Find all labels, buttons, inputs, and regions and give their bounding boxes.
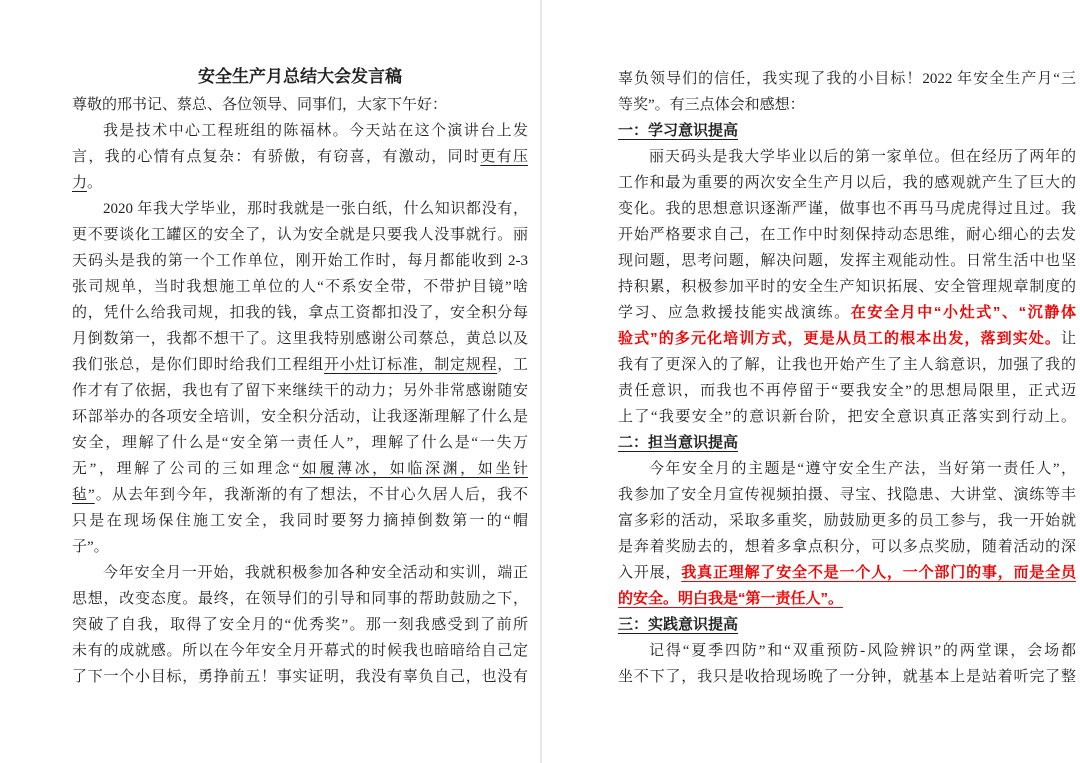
text-run: 一：学习意识提高 (618, 122, 739, 139)
text-line (72, 248, 528, 274)
text-run: 思想，改变态度。最终，在领导们的引导和同事的帮助鼓励之下， (72, 591, 528, 607)
text-run: 张司规单，当时我想施工单位的人“不系安全带，不带护目镜”啥 (72, 279, 528, 295)
text-line (72, 586, 528, 612)
text-line (72, 300, 528, 326)
text-run: 毡” (72, 487, 95, 503)
text-run: 丽天码头是我大学毕业以后的第一家单位。但在经历了两年的 (649, 149, 1076, 165)
text-run: 变化。我的思想意识逐渐严谨，做事也不再马马虎虎得过且过。我 (618, 201, 1076, 217)
text-run: 我们张总，是你们即时给我们工程组 (72, 357, 324, 373)
text-run: 作才有了依据，我也有了留下来继续干的动力；另外非常感谢随安 (72, 383, 528, 399)
text-run: 安全生产月总结大会发言稿 (198, 67, 402, 86)
text-line (72, 222, 528, 248)
text-line (618, 66, 1076, 92)
text-line (618, 638, 1076, 664)
text-run: 三：实践意识提高 (618, 616, 739, 633)
text-line (618, 508, 1076, 534)
text-line (618, 352, 1076, 378)
text-line (72, 196, 528, 222)
text-line (72, 560, 528, 586)
text-line (72, 664, 528, 690)
document-title (72, 62, 528, 92)
text-run: 言，我的心情有点复杂：有骄傲，有窃喜，有激动，同时 (72, 149, 481, 165)
text-line (618, 586, 1076, 612)
text-line (618, 560, 1076, 586)
text-run: 坐不下了，我只是收拾现场晚了一分钟，就基本上是站着听完了整 (618, 669, 1076, 685)
text-run: 记得“夏季四防”和“双重预防-风险辨识”的两堂课，会场都 (649, 643, 1076, 659)
text-run: 开始严格要求自己，在工作中时刻保持动态思维，耐心细心的去发 (618, 227, 1076, 243)
text-line (618, 170, 1076, 196)
text-line (618, 404, 1076, 430)
text-run: 天码头是我的第一个工作单位，刚开始工作时，每月都能收到 2-3 (72, 253, 528, 269)
text-line (72, 144, 528, 170)
text-run: 学习、应急救援技能实战演练。 (618, 305, 851, 321)
text-run: 入开展， (618, 565, 682, 581)
text-run: 我真正理解了安全不是一个人，一个部门的事，而是全员 (681, 564, 1076, 581)
text-run: 月倒数第一，我都不想干了。这里我特别感谢公司蔡总，黄总以及 (72, 331, 528, 347)
page-1-content (72, 62, 528, 690)
text-run: 在安全月中“小灶式”、“沉静体 (850, 304, 1076, 321)
page-2-content (618, 66, 1076, 690)
text-line (618, 378, 1076, 404)
text-line (72, 508, 528, 534)
text-line (618, 248, 1076, 274)
text-line (72, 326, 528, 352)
text-line (72, 534, 528, 560)
text-line (618, 222, 1076, 248)
text-line (618, 456, 1076, 482)
text-line (618, 196, 1076, 222)
section-heading (618, 430, 1076, 456)
text-run: 二：担当意识提高 (618, 434, 739, 451)
text-line (618, 534, 1076, 560)
text-run: 。 (87, 175, 103, 191)
text-run: 现问题，思考问题，解决问题，发挥主观能动性。日常生活中也坚 (618, 253, 1076, 269)
section-heading (618, 612, 1076, 638)
text-run: 只是在现场保住施工安全，我同时要努力摘掉倒数第一的“帽 (72, 513, 528, 529)
text-run: 今年安全月的主题是“遵守安全生产法，当好第一责任人”， (649, 461, 1076, 477)
text-run: 2020 年我大学毕业，那时我就是一张白纸，什么知识都没有， (103, 201, 528, 217)
text-line (72, 638, 528, 664)
text-line (72, 430, 528, 456)
text-run: 让 (1060, 331, 1076, 347)
text-run: 我是技术中心工程班组的陈福林。今天站在这个演讲台上发 (103, 123, 528, 139)
text-line (72, 456, 528, 482)
text-run: 更有压 (480, 149, 528, 165)
text-line (618, 144, 1076, 170)
text-run: 如履薄冰，如临深渊，如坐针 (299, 461, 528, 477)
page-2 (542, 0, 1080, 763)
text-run: 未有的成就感。所以在今年安全月开幕式的时候我也暗暗给自己定 (72, 643, 528, 659)
section-heading (618, 118, 1076, 144)
text-line (618, 664, 1076, 690)
text-line (72, 352, 528, 378)
text-line (72, 404, 528, 430)
text-run: 了下一个小目标，勇挣前五！事实证明，我没有辜负自己，也没有 (72, 669, 528, 685)
text-run: 的，凭什么给我司规，扣我的钱，拿点工资都扣没了，安全积分每 (72, 305, 528, 321)
text-run: 子”。 (72, 539, 109, 555)
text-run: 今年安全月一开始，我就积极参加各种安全活动和实训，端正 (103, 565, 528, 581)
text-run: 开小灶订标准，制定规程 (323, 357, 498, 373)
text-run: 我有了更深入的了解，让我也开始产生了主人翁意识，加强了我的 (618, 357, 1076, 373)
text-run: ，工 (497, 357, 528, 373)
text-run: 工作和最为重要的两次安全生产月以后，我的感观就产生了巨大的 (618, 175, 1076, 191)
text-run: 责任意识，而我也不再停留于“要我安全”的思想局限里，正式迈 (618, 383, 1076, 399)
text-run: 是奔着奖励去的，想着多拿点积分，可以多点奖励，随着活动的深 (618, 539, 1076, 555)
text-run: 突破了自我，取得了安全月的“优秀奖”。那一刻我感受到了前所 (72, 617, 528, 633)
text-run: 环部举办的各项安全培训，安全积分活动，让我逐渐理解了什么是 (72, 409, 528, 425)
text-run: 验式”的多元化培训方式，更是从员工的根本出发，落到实处。 (618, 330, 1061, 347)
text-run: 。从去年到今年，我渐渐的有了想法，不甘心久居人后，我不 (94, 487, 528, 503)
text-line (618, 482, 1076, 508)
text-run: 持积累，积极参加平时的安全生产知识拓展、安全管理规章制度的 (618, 279, 1076, 295)
text-run: 等奖”。有三点体会和感想： (618, 97, 805, 113)
text-run: 更不要谈化工罐区的安全了，认为安全就是只要我人没事就行。丽 (72, 227, 528, 243)
text-run: 力 (72, 175, 88, 191)
text-run: 辜负领导们的信任，我实现了我的小目标！2022 年安全生产月“三 (618, 71, 1076, 87)
text-run: 我参加了安全月宣传视频拍摄、寻宝、找隐患、大讲堂、演练等丰 (618, 487, 1076, 503)
text-run: 的安全。明白我是“第一责任人”。 (618, 590, 844, 607)
text-run: 无”，理解了公司的三如理念“ (72, 461, 300, 477)
text-run: 安全，理解了什么是“安全第一责任人”，理解了什么是“一失万 (72, 435, 528, 451)
text-line (618, 92, 1076, 118)
text-run: 富多彩的活动，采取多重奖，励鼓励更多的员工参与，我一开始就 (618, 513, 1076, 529)
text-line (72, 118, 528, 144)
text-line (72, 92, 528, 118)
text-line (72, 170, 528, 196)
text-run: 上了“我要安全”的意识新台阶，把安全意识真正落实到行动上。 (618, 409, 1076, 425)
text-line (618, 300, 1076, 326)
text-line (618, 274, 1076, 300)
text-run: 尊敬的邢书记、蔡总、各位领导、同事们，大家下午好： (72, 97, 448, 113)
text-line (72, 274, 528, 300)
text-line (72, 378, 528, 404)
text-line (72, 482, 528, 508)
text-line (618, 326, 1076, 352)
text-line (72, 612, 528, 638)
